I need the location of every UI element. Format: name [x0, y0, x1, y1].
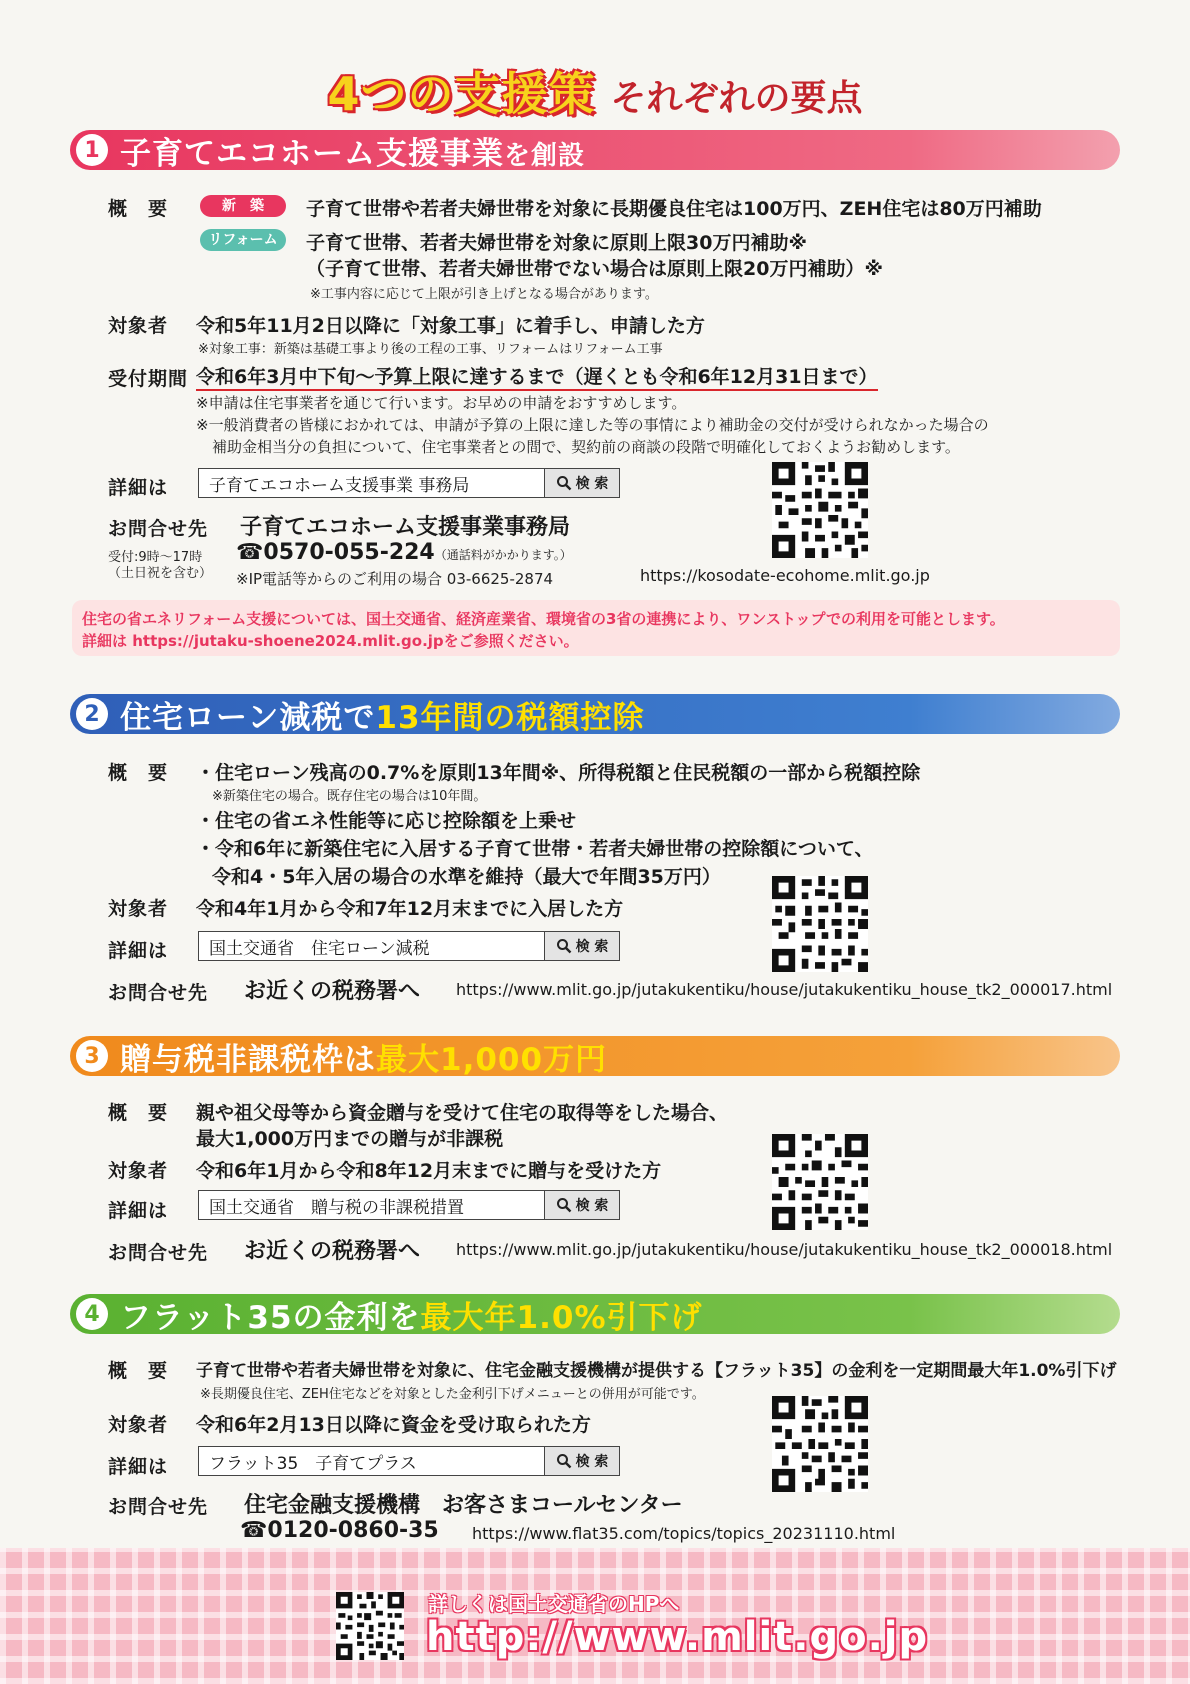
section2-label-target: 対象者	[108, 898, 169, 920]
section4-label-detail: 詳細は	[108, 1456, 169, 1478]
section1-title-b: を創設	[504, 140, 586, 171]
section1-info-line1: 住宅の省エネリフォーム支援については、国土交通省、経済産業省、環境省の3省の連携により、ワンストップでの利用を可能とします。	[82, 610, 1005, 628]
section2-title-b: 13年間の税額控除	[375, 699, 645, 736]
section1-label-contact: お問合せ先	[108, 518, 209, 540]
section1-period-note2: ※一般消費者の皆様におかれては、申請が予算の上限に達した等の事情により補助金の交付が受けられなかった場合の	[196, 416, 989, 434]
section1-phone-number: ☎0570-055-224	[236, 540, 435, 565]
section2-banner	[70, 694, 1120, 734]
section2-target-text: 令和4年1月から令和7年12月末までに入居した方	[196, 898, 624, 920]
section3-url[interactable]: https://www.mlit.go.jp/jutakukentiku/house/jutakukentiku_house_tk2_000018.html	[456, 1240, 1113, 1259]
page-title	[0, 58, 1190, 124]
section1-search-box[interactable]	[198, 468, 620, 498]
section1-ip-note: ※IP電話等からのご利用の場合 03-6625-2874	[236, 570, 554, 588]
section2-url[interactable]: https://www.mlit.go.jp/jutakukentiku/house/jutakukentiku_house_tk2_000017.html	[456, 980, 1113, 999]
section3-line1: 親や祖父母等から資金贈与を受けて住宅の取得等をした場合、	[196, 1102, 729, 1124]
section2-line1: ・住宅ローン残高の0.7%を原則13年間※、所得税額と住民税額の一部から税額控除	[196, 762, 921, 784]
section2-search-button-label: 検 索	[575, 939, 609, 955]
section4-title	[120, 1292, 703, 1337]
section1-target-note: ※対象工事：新築は基礎工事より後の工程の工事、リフォームはリフォーム工事	[198, 342, 663, 357]
section1-reform-text1: 子育て世帯、若者夫婦世帯を対象に原則上限30万円補助※	[306, 232, 807, 254]
section1-pill-new: 新 築	[200, 195, 286, 217]
section2-line4: 令和4・5年入居の場合の水準を維持（最大で年間35万円）	[212, 866, 721, 888]
section1-phone	[236, 540, 572, 565]
qr-code-icon[interactable]	[772, 1396, 868, 1492]
section1-period-note3: 補助金相当分の負担について、住宅事業者との間で、契約前の商談の段階で明確化しておくようお勧めします。	[212, 438, 960, 456]
section4-title-b: 最大年1.0%引下げ	[420, 1299, 703, 1336]
search-icon	[556, 475, 572, 491]
section1-period-text: 令和6年3月中下旬～予算上限に達するまで（遅くとも令和6年12月31日まで）	[196, 362, 878, 391]
section4-target-text: 令和6年2月13日以降に資金を受け取られた方	[196, 1414, 591, 1436]
section3-title-b: 最大1,000万円	[376, 1041, 608, 1078]
section2-number: 2	[76, 698, 108, 730]
section3-search-box[interactable]	[198, 1190, 620, 1220]
section3-search-button[interactable]	[544, 1191, 619, 1219]
qr-code-icon[interactable]	[336, 1592, 404, 1660]
section1-number: 1	[76, 134, 108, 166]
section3-target-text: 令和6年1月から令和8年12月末までに贈与を受けた方	[196, 1160, 662, 1182]
section1-contact-name: 子育てエコホーム支援事業事務局	[240, 515, 571, 540]
qr-code-icon[interactable]	[772, 876, 868, 972]
section3-label-detail: 詳細は	[108, 1200, 169, 1222]
footer-text: 詳しくは国土交通省のHPへ	[428, 1592, 680, 1616]
section1-search-text[interactable]: 子育てエコホーム支援事業 事務局	[209, 475, 470, 496]
section2-title	[120, 692, 645, 737]
section4-contact-name: 住宅金融支援機構 お客さまコールセンター	[244, 1493, 683, 1518]
section2-label-detail: 詳細は	[108, 940, 169, 962]
section4-search-text[interactable]: フラット35 子育てプラス	[209, 1453, 417, 1474]
section2-search-button[interactable]	[544, 932, 619, 960]
section4-search-button[interactable]	[544, 1447, 619, 1475]
section1-title	[120, 128, 585, 173]
section2-search-text[interactable]: 国土交通省 住宅ローン減税	[209, 938, 430, 959]
section4-phone: ☎0120-0860-35	[240, 1518, 439, 1543]
section3-label-overview: 概 要	[108, 1102, 169, 1124]
qr-code-icon[interactable]	[772, 462, 868, 558]
page-title-main: 4つの支援策	[327, 67, 596, 121]
section1-label-detail: 詳細は	[108, 477, 169, 499]
section1-label-period: 受付期間	[108, 368, 189, 390]
section4-title-a: フラット35の金利を	[120, 1299, 421, 1336]
section4-url[interactable]: https://www.flat35.com/topics/topics_20231110.html	[472, 1524, 896, 1543]
section2-label-contact: お問合せ先	[108, 982, 209, 1004]
section3-title-a: 贈与税非課税枠は	[120, 1041, 376, 1078]
section3-banner	[70, 1036, 1120, 1076]
section3-search-button-label: 検 索	[575, 1198, 609, 1214]
section4-banner	[70, 1294, 1120, 1334]
page-title-sub: それぞれの要点	[610, 78, 863, 119]
section4-label-overview: 概 要	[108, 1360, 169, 1382]
section2-line2: ・住宅の省エネ性能等に応じ控除額を上乗せ	[196, 810, 577, 832]
section1-reform-text2: （子育て世帯、若者夫婦世帯でない場合は原則上限20万円補助）※	[306, 258, 883, 280]
section1-label-target: 対象者	[108, 315, 169, 337]
section3-line2: 最大1,000万円までの贈与が非課税	[196, 1128, 504, 1150]
footer-url[interactable]: http://www.mlit.go.jp	[426, 1614, 929, 1660]
section1-banner	[70, 130, 1120, 170]
section3-number: 3	[76, 1040, 108, 1072]
search-icon	[556, 1197, 572, 1213]
qr-code-icon[interactable]	[772, 1134, 868, 1230]
section1-new-text: 子育て世帯や若者夫婦世帯を対象に長期優良住宅は100万円、ZEH住宅は80万円補助	[306, 198, 1042, 220]
section1-search-button[interactable]	[544, 469, 619, 497]
section2-line3: ・令和6年に新築住宅に入居する子育て世帯・若者夫婦世帯の控除額について、	[196, 838, 874, 860]
section2-note1: ※新築住宅の場合。既存住宅の場合は10年間。	[212, 789, 487, 804]
search-icon	[556, 1453, 572, 1469]
section3-label-target: 対象者	[108, 1160, 169, 1182]
section3-contact-name: お近くの税務署へ	[244, 1239, 421, 1264]
section3-label-contact: お問合せ先	[108, 1242, 209, 1264]
search-icon	[556, 938, 572, 954]
section1-info-line2: 詳細は https://jutaku-shoene2024.mlit.go.jpをご参照ください。	[82, 632, 579, 650]
section1-hours2: （土日祝を含む）	[108, 566, 213, 581]
section1-target-text: 令和5年11月2日以降に「対象工事」に着手し、申請した方	[196, 315, 705, 337]
section4-search-button-label: 検 索	[575, 1454, 609, 1470]
section1-url[interactable]: https://kosodate-ecohome.mlit.go.jp	[640, 566, 930, 585]
section3-title	[120, 1034, 607, 1079]
section2-label-overview: 概 要	[108, 762, 169, 784]
section2-contact-name: お近くの税務署へ	[244, 979, 421, 1004]
section1-label-overview: 概 要	[108, 198, 169, 220]
section4-label-target: 対象者	[108, 1414, 169, 1436]
section3-search-text[interactable]: 国土交通省 贈与税の非課税措置	[209, 1197, 464, 1218]
section4-note1: ※長期優良住宅、ZEH住宅などを対象とした金利引下げメニューとの併用が可能です。	[200, 1387, 705, 1402]
section1-hours1: 受付:9時～17時	[108, 550, 203, 565]
section2-title-a: 住宅ローン減税で	[120, 699, 376, 736]
section4-label-contact: お問合せ先	[108, 1496, 209, 1518]
section4-search-box[interactable]	[198, 1446, 620, 1476]
section4-number: 4	[76, 1298, 108, 1330]
section1-pill-reform: リフォーム	[200, 229, 286, 251]
section1-title-a: 子育てエコホーム支援事業	[120, 135, 504, 172]
section4-line1: 子育て世帯や若者夫婦世帯を対象に、住宅金融支援機構が提供する【フラット35】の金利を一定期間最大年1.0%引下げ	[196, 1361, 1117, 1381]
section2-search-box[interactable]	[198, 931, 620, 961]
section1-period-note1: ※申請は住宅事業者を通じて行います。お早めの申請をおすすめします。	[196, 394, 687, 412]
section1-reform-note: ※工事内容に応じて上限が引き上げとなる場合があります。	[310, 287, 658, 302]
section1-search-button-label: 検 索	[575, 476, 609, 492]
section1-phone-note: （通話料がかかります。）	[434, 548, 572, 562]
